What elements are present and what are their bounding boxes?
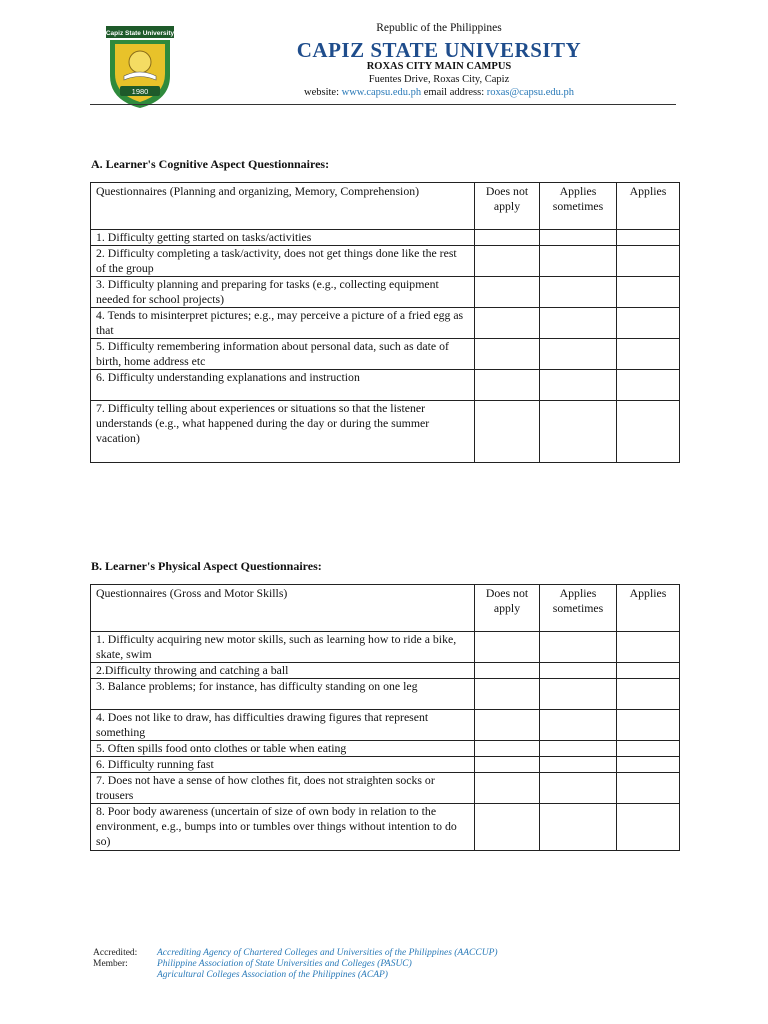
university-name: CAPIZ STATE UNIVERSITY <box>296 38 582 62</box>
contact-line <box>200 87 678 98</box>
email-link[interactable]: roxas@capsu.edu.ph <box>486 87 574 98</box>
table-row <box>91 773 680 804</box>
applies-cell[interactable] <box>617 773 680 804</box>
applies-sometimes-cell[interactable] <box>540 663 617 679</box>
table-row <box>91 370 680 401</box>
applies-cell[interactable] <box>617 370 680 401</box>
question-text: 6. Difficulty understanding explanations and instruction <box>91 370 475 401</box>
header-applies: Applies <box>617 585 680 632</box>
accreditation-footer <box>93 948 653 981</box>
header-questionnaires: Questionnaires (Gross and Motor Skills) <box>91 585 475 632</box>
does-not-apply-cell[interactable] <box>475 308 540 339</box>
header-does-not-apply: Does not apply <box>475 585 540 632</box>
applies-sometimes-cell[interactable] <box>540 277 617 308</box>
does-not-apply-cell[interactable] <box>475 246 540 277</box>
question-text: 8. Poor body awareness (uncertain of size of own body in relation to the environment, e.g., bumps into or tumbles over things without intention to do so) <box>91 804 475 851</box>
table-header-row <box>91 183 680 230</box>
applies-cell[interactable] <box>617 401 680 463</box>
does-not-apply-cell[interactable] <box>475 230 540 246</box>
question-text: 3. Balance problems; for instance, has difficulty standing on one leg <box>91 679 475 710</box>
website-link[interactable]: www.capsu.edu.ph <box>341 87 422 98</box>
republic-line: Republic of the Philippines <box>376 22 502 34</box>
applies-cell[interactable] <box>617 804 680 851</box>
applies-cell[interactable] <box>617 757 680 773</box>
physical-questionnaire-table <box>90 584 680 851</box>
applies-cell[interactable] <box>617 339 680 370</box>
header-divider <box>90 104 676 105</box>
table-row <box>91 401 680 463</box>
table-header-row <box>91 585 680 632</box>
table-row <box>91 230 680 246</box>
applies-sometimes-cell[interactable] <box>540 804 617 851</box>
accredited-value: Accrediting Agency of Chartered Colleges and Universities of the Philippines (AACCUP) <box>157 948 498 958</box>
member-row <box>93 970 653 981</box>
applies-sometimes-cell[interactable] <box>540 308 617 339</box>
table-row <box>91 710 680 741</box>
table-row <box>91 246 680 277</box>
table-row <box>91 804 680 851</box>
table-row <box>91 757 680 773</box>
does-not-apply-cell[interactable] <box>475 401 540 463</box>
email-label: email address: <box>421 87 487 98</box>
website-label: website: <box>304 87 342 98</box>
svg-text:1980: 1980 <box>131 87 149 96</box>
table-row <box>91 632 680 663</box>
accredited-label: Accredited: <box>93 948 138 958</box>
question-text: 2. Difficulty completing a task/activity, does not get things done like the rest of the group <box>91 246 475 277</box>
applies-cell[interactable] <box>617 710 680 741</box>
table-row <box>91 741 680 757</box>
member-value: Agricultural Colleges Association of the Philippines (ACAP) <box>157 970 388 980</box>
question-text: 3. Difficulty planning and preparing for tasks (e.g., collecting equipment needed for school projects) <box>91 277 475 308</box>
section-b-title: B. Learner's Physical Aspect Questionnaires: <box>91 559 322 573</box>
cognitive-questionnaire-table <box>90 182 680 463</box>
question-text: 7. Difficulty telling about experiences or situations so that the listener understands (e.g., what happened during the day or during the summer vacation) <box>91 401 475 463</box>
table-row <box>91 339 680 370</box>
letterhead <box>90 16 678 106</box>
applies-cell[interactable] <box>617 679 680 710</box>
does-not-apply-cell[interactable] <box>475 632 540 663</box>
applies-sometimes-cell[interactable] <box>540 632 617 663</box>
question-text: 6. Difficulty running fast <box>91 757 475 773</box>
does-not-apply-cell[interactable] <box>475 757 540 773</box>
applies-sometimes-cell[interactable] <box>540 230 617 246</box>
header-applies-sometimes: Applies sometimes <box>540 585 617 632</box>
campus-address: Fuentes Drive, Roxas City, Capiz <box>368 74 510 85</box>
question-text: 7. Does not have a sense of how clothes fit, does not straighten socks or trousers <box>91 773 475 804</box>
member-value: Philippine Association of State Universities and Colleges (PASUC) <box>157 959 412 969</box>
table-row <box>91 308 680 339</box>
question-text: 4. Does not like to draw, has difficulties drawing figures that represent something <box>91 710 475 741</box>
applies-cell[interactable] <box>617 246 680 277</box>
applies-sometimes-cell[interactable] <box>540 401 617 463</box>
applies-sometimes-cell[interactable] <box>540 246 617 277</box>
question-text: 2.Difficulty throwing and catching a ball <box>91 663 475 679</box>
does-not-apply-cell[interactable] <box>475 679 540 710</box>
section-a-title: A. Learner's Cognitive Aspect Questionnaires: <box>91 157 330 171</box>
header-applies: Applies <box>617 183 680 230</box>
applies-sometimes-cell[interactable] <box>540 773 617 804</box>
question-text: 4. Tends to misinterpret pictures; e.g., may perceive a picture of a fried egg as that <box>91 308 475 339</box>
header-applies-sometimes: Applies sometimes <box>540 183 617 230</box>
applies-sometimes-cell[interactable] <box>540 679 617 710</box>
member-label: Member: <box>93 959 128 969</box>
does-not-apply-cell[interactable] <box>475 741 540 757</box>
applies-cell[interactable] <box>617 632 680 663</box>
applies-cell[interactable] <box>617 308 680 339</box>
table-row <box>91 663 680 679</box>
svg-text:Capiz State University: Capiz State University <box>105 30 175 37</box>
applies-cell[interactable] <box>617 230 680 246</box>
header-questionnaires: Questionnaires (Planning and organizing, Memory, Comprehension) <box>91 183 475 230</box>
applies-sometimes-cell[interactable] <box>540 710 617 741</box>
accredited-row <box>93 948 653 959</box>
does-not-apply-cell[interactable] <box>475 277 540 308</box>
header-does-not-apply: Does not apply <box>475 183 540 230</box>
does-not-apply-cell[interactable] <box>475 339 540 370</box>
applies-cell[interactable] <box>617 741 680 757</box>
question-text: 1. Difficulty acquiring new motor skills, such as learning how to ride a bike, skate, swim <box>91 632 475 663</box>
university-seal-logo <box>104 24 176 110</box>
does-not-apply-cell[interactable] <box>475 710 540 741</box>
does-not-apply-cell[interactable] <box>475 773 540 804</box>
does-not-apply-cell[interactable] <box>475 663 540 679</box>
applies-sometimes-cell[interactable] <box>540 339 617 370</box>
does-not-apply-cell[interactable] <box>475 804 540 851</box>
table-row <box>91 277 680 308</box>
applies-sometimes-cell[interactable] <box>540 757 617 773</box>
table-row <box>91 679 680 710</box>
campus-name: ROXAS CITY MAIN CAMPUS <box>366 61 512 72</box>
question-text: 1. Difficulty getting started on tasks/activities <box>91 230 475 246</box>
member-row <box>93 959 653 970</box>
applies-sometimes-cell[interactable] <box>540 370 617 401</box>
does-not-apply-cell[interactable] <box>475 370 540 401</box>
applies-cell[interactable] <box>617 663 680 679</box>
question-text: 5. Difficulty remembering information about personal data, such as date of birth, home address etc <box>91 339 475 370</box>
applies-cell[interactable] <box>617 277 680 308</box>
applies-sometimes-cell[interactable] <box>540 741 617 757</box>
question-text: 5. Often spills food onto clothes or table when eating <box>91 741 475 757</box>
